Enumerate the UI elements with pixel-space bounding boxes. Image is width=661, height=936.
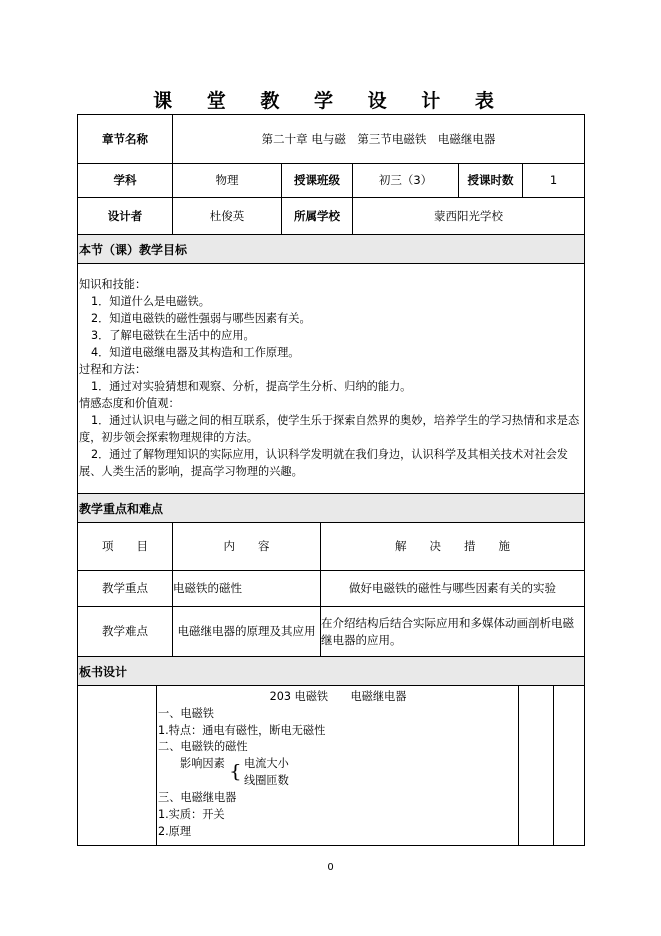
attitude-heading: 情感态度和价值观： [79,397,180,410]
row-divider [77,685,585,686]
keypoint-solution: 做好电磁铁的磁性与哪些因素有关的实验 [349,581,556,595]
board-line: 一、电磁铁 [158,706,214,720]
keypoint-item: 教学重点 [102,581,148,595]
knowledge-item: 1．知道什么是电磁铁。 [91,295,210,308]
brace-icon: { [229,760,242,782]
factor-item: 电流大小 [244,757,289,771]
hours-value: 1 [549,173,558,187]
goals-body [79,276,585,480]
board-title: 203 电磁铁 电磁继电器 [269,690,407,703]
designer-label: 设计者 [107,208,143,223]
attitude-item: 2．通过了解物理知识的实际应用，认识科学发明就在我们身边，认识科学及其相关技术对社会发展、人类生活的影响，提高学习物理的兴趣。 [79,448,568,478]
board-heading-bg [78,657,584,685]
knowledge-item: 4．知道电磁继电器及其构造和工作原理。 [91,346,300,359]
board-line: 三、电磁继电器 [158,791,237,805]
knowledge-item: 3．了解电磁铁在生活中的应用。 [91,329,255,342]
attitude-item: 1．通过认识电与磁之间的相互联系，使学生乐于探索自然界的奥妙，培养学生的学习热情和求是态度，初步领会探索物理规律的方法。 [79,414,580,444]
chapter-label: 章节名称 [102,131,148,146]
keypoint-content: 电磁铁的磁性 [173,581,242,595]
row-divider [77,234,585,235]
factor-label: 影响因素 [180,757,225,771]
board-line: 1.实质：开关 [158,807,225,821]
factor-group [158,756,518,790]
process-heading: 过程和方法： [79,363,147,376]
board-content [158,689,518,841]
class-value: 初三（3） [378,173,433,187]
row-divider [77,263,585,264]
row-divider [77,656,585,657]
board-line: 二、电磁铁的磁性 [158,740,248,754]
col-divider [518,685,519,846]
factor-item: 线圈匝数 [244,774,289,788]
col-header-solution: 解 决 措 施 [395,539,510,553]
knowledge-item: 2．知道电磁铁的磁性强弱与哪些因素有关。 [91,312,311,325]
designer-value: 杜俊英 [209,208,245,223]
col-header-item: 项 目 [102,539,148,553]
col-divider [553,685,554,846]
class-label: 授课班级 [294,173,340,187]
chapter-value: 第二十章 电与磁 第三节电磁铁 电磁继电器 [261,131,496,146]
process-item: 1．通过对实验猜想和观察、分析，提高学生分析、归纳的能力。 [91,380,412,393]
col-divider [156,685,157,846]
board-line: 1.特点：通电有磁性，断电无磁性 [158,723,326,737]
board-line: 2.原理 [158,824,192,838]
keypoints-heading: 教学重点和难点 [79,502,164,516]
row-divider [77,493,585,494]
subject-value: 物理 [215,173,239,187]
keypoint-item: 教学难点 [102,624,148,638]
keypoint-content: 电磁继电器的原理及其应用 [177,624,316,638]
page-title: 课 堂 教 学 设 计 表 [153,90,508,112]
subject-label: 学科 [113,173,137,187]
keypoint-solution: 在介绍结构后结合实际应用和多媒体动画剖析电磁继电器的应用。 [321,615,574,647]
goals-heading: 本节（课）教学目标 [79,243,188,257]
hours-label: 授课时数 [467,173,514,187]
page-number: 0 [327,862,334,873]
school-label: 所属学校 [294,208,340,223]
col-header-content: 内 容 [223,539,270,553]
board-heading: 板书设计 [79,665,128,679]
school-value: 蒙西阳光学校 [434,208,503,223]
knowledge-heading: 知识和技能： [79,278,147,291]
